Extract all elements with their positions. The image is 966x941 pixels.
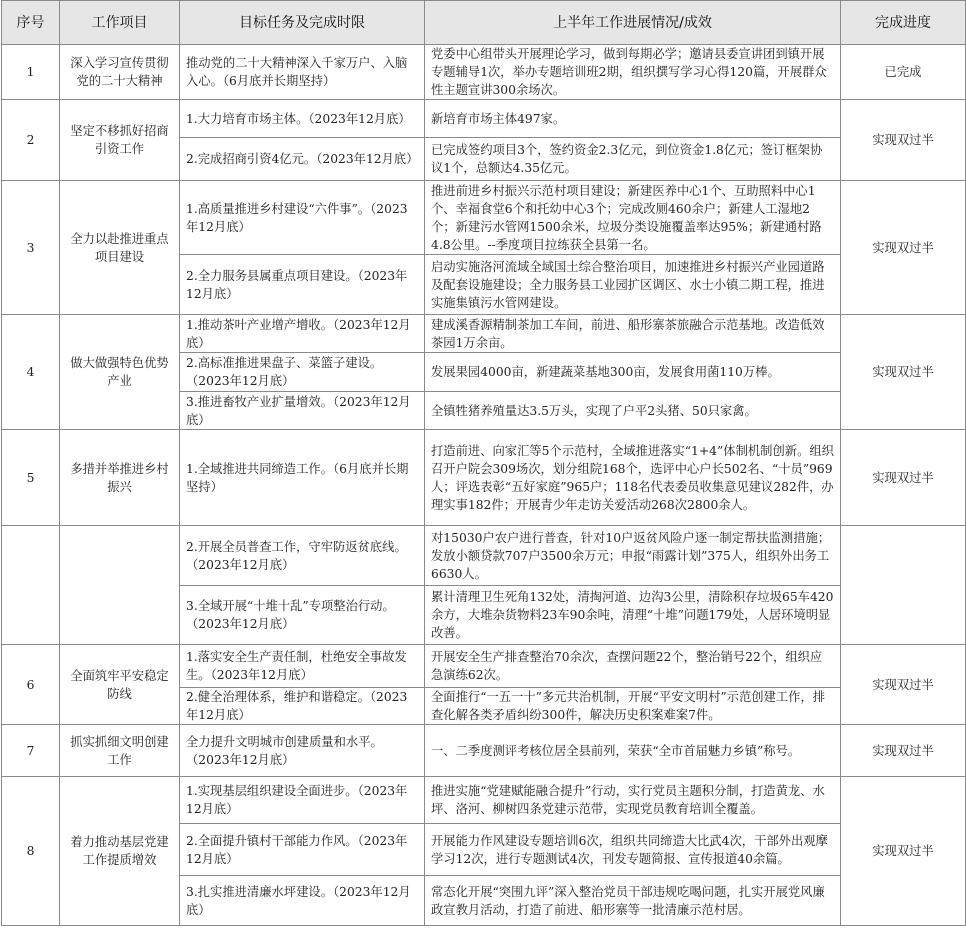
result-cell: 推进前进乡村振兴示范村项目建设；新建医养中心1个、互助照料中心1个、幸福食堂6个和托幼中心3个；完成改厕460余户；新建人工湿地2个；新建污水管网1500余米，垃圾分类设施覆盖率达95%；新建通村路4.8公里。--季度项目拉练获全县第一名。	[425, 181, 841, 255]
project-cell: 着力推动基层党建工作提质增效	[60, 777, 180, 926]
target-cell: 2.完成招商引资4亿元。（2023年12月底）	[180, 138, 425, 181]
target-cell: 推动党的二十大精神深入千家万户、入脑入心。（6月底并长期坚持）	[180, 45, 425, 100]
progress-cell: 实现双过半	[841, 181, 966, 315]
progress-cell: 实现双过半	[841, 777, 966, 926]
target-cell: 1.推动茶叶产业增产增收。（2023年12月底）	[180, 315, 425, 353]
project-cell: 坚定不移抓好招商引资工作	[60, 100, 180, 181]
result-cell: 发展果园4000亩，新建蔬菜基地300亩，发展食用菌110万棒。	[425, 353, 841, 392]
result-cell: 推进实施“党建赋能融合提升”行动，实行党员主题积分制，打造黄龙、水坪、洛河、柳树四条党建示范带，实现党员教育培训全覆盖。	[425, 777, 841, 824]
table-row	[2, 725, 966, 777]
result-cell: 党委中心组带头开展理论学习，做到每期必学；邀请县委宣讲团到镇开展专题辅导1次，举办专题培训班2期，组织撰写学习心得120篇，开展群众性主题宣讲300余场次。	[425, 45, 841, 100]
result-cell: 开展安全生产排查整治70余次，查摆问题22个，整治销号22个，组织应急演练62次。	[425, 645, 841, 688]
serial-cell	[2, 526, 60, 645]
target-cell: 2.全面提升镇村干部能力作风。（2023年12月底）	[180, 824, 425, 876]
result-cell: 全镇牲猪养殖量达3.5万头，实现了户平2头猪、50只家禽。	[425, 392, 841, 430]
target-cell: 3.全域开展“十堆十乱”专项整治行动。（2023年12月底）	[180, 586, 425, 645]
table-row	[2, 315, 966, 353]
project-cell: 全力以赴推进重点项目建设	[60, 181, 180, 315]
target-cell: 2.开展全员普查工作，守牢防返贫底线。（2023年12月底）	[180, 526, 425, 586]
target-cell: 2.健全治理体系，维护和谐稳定。（2023年12月底）	[180, 688, 425, 725]
target-cell: 1.全域推进共同缔造工作。（6月底并长期坚持）	[180, 430, 425, 526]
serial-cell: 8	[2, 777, 60, 926]
project-cell: 抓实抓细文明创建工作	[60, 725, 180, 777]
target-cell: 1.实现基层组织建设全面进步。（2023年12月底）	[180, 777, 425, 824]
target-cell: 2.全力服务县属重点项目建设。（2023年12月底）	[180, 255, 425, 315]
result-cell: 开展能力作风建设专题培训6次，组织共同缔造大比武4次，干部外出观摩学习12次，进行专题测试4次，刊发专题简报、宣传报道40余篇。	[425, 824, 841, 876]
progress-cell	[841, 526, 966, 645]
serial-cell: 5	[2, 430, 60, 526]
progress-cell: 实现双过半	[841, 725, 966, 777]
progress-cell: 实现双过半	[841, 100, 966, 181]
serial-cell: 1	[2, 45, 60, 100]
target-cell: 3.推进畜牧产业扩量增效。（2023年12月底）	[180, 392, 425, 430]
table-row	[2, 777, 966, 824]
project-cell: 多措并举推进乡村振兴	[60, 430, 180, 526]
serial-cell: 7	[2, 725, 60, 777]
serial-cell: 4	[2, 315, 60, 430]
target-cell: 1.落实安全生产责任制，杜绝安全事故发生。（2023年12月底）	[180, 645, 425, 688]
progress-cell: 实现双过半	[841, 645, 966, 725]
target-cell: 2.高标准推进果盘子、菜篮子建设。（2023年12月底）	[180, 353, 425, 392]
result-cell: 已完成签约项目3个，签约资金2.3亿元，到位资金1.8亿元；签订框架协议1个，总额达4.35亿元。	[425, 138, 841, 181]
serial-cell: 3	[2, 181, 60, 315]
target-cell: 1.大力培育市场主体。（2023年12月底）	[180, 100, 425, 138]
table-row	[2, 430, 966, 526]
project-cell: 做大做强特色优势产业	[60, 315, 180, 430]
header-progress: 完成进度	[841, 1, 966, 45]
target-cell: 3.扎实推进清廉水坪建设。（2023年12月底）	[180, 876, 425, 926]
project-cell: 全面筑牢平安稳定防线	[60, 645, 180, 725]
target-cell: 1.高质量推进乡村建设“六件事”。（2023年12月底）	[180, 181, 425, 255]
work-progress-table	[1, 0, 966, 926]
progress-cell: 已完成	[841, 45, 966, 100]
result-cell: 全面推行“一五一十”多元共治机制，开展“平安文明村”示范创建工作，排查化解各类矛盾纠纷300件，解决历史积案难案7件。	[425, 688, 841, 725]
result-cell: 一、二季度测评考核位居全县前列，荣获“全市首届魅力乡镇”称号。	[425, 725, 841, 777]
result-cell: 对15030户农户进行普查，针对10户返贫风险户逐一制定帮扶监测措施；发放小额贷款707户3500余万元；申报“雨露计划”375人，组织外出务工6630人。	[425, 526, 841, 586]
table-body	[2, 45, 966, 926]
result-cell: 常态化开展“突围九评”深入整治党员干部违规吃喝问题，扎实开展党风廉政宣教月活动，打造了前进、船形寨等一批清廉示范村居。	[425, 876, 841, 926]
header-serial: 序号	[2, 1, 60, 45]
table-header-row	[2, 1, 966, 45]
result-cell: 累计清理卫生死角132处，清掏河道、边沟3公里，清除积存垃圾65车420余方，大堆杂货物料23车90余吨，清理“十堆”问题179处，人居环境明显改善。	[425, 586, 841, 645]
serial-cell: 2	[2, 100, 60, 181]
result-cell: 新培育市场主体497家。	[425, 100, 841, 138]
progress-cell: 实现双过半	[841, 315, 966, 430]
table-row	[2, 45, 966, 100]
table-row	[2, 645, 966, 688]
table-row	[2, 526, 966, 586]
progress-cell: 实现双过半	[841, 430, 966, 526]
result-cell: 打造前进、向家汇等5个示范村，全域推进落实“1+4”体制机制创新。组织召开户院会309场次，划分组院168个，选评中心户长502名、“十员”969人；评选表彰“五好家庭”965户；118名代表委员收集意见建议282件，办理实事182件；开展青少年走访关爱活动268次2800余人。	[425, 430, 841, 526]
serial-cell: 6	[2, 645, 60, 725]
project-cell	[60, 526, 180, 645]
table-row	[2, 181, 966, 255]
header-result: 上半年工作进展情况/成效	[425, 1, 841, 45]
target-cell: 全力提升文明城市创建质量和水平。（2023年12月底）	[180, 725, 425, 777]
header-project: 工作项目	[60, 1, 180, 45]
header-target: 目标任务及完成时限	[180, 1, 425, 45]
table-row	[2, 100, 966, 138]
result-cell: 建成溪香源精制茶加工车间，前进、船形寨茶旅融合示范基地。改造低效茶园1万余亩。	[425, 315, 841, 353]
project-cell: 深入学习宣传贯彻党的二十大精神	[60, 45, 180, 100]
result-cell: 启动实施洛河流域全域国土综合整治项目，加速推进乡村振兴产业园道路及配套设施建设；全力服务县工业园扩区调区、水士小镇二期工程，推进实施集镇污水管网建设。	[425, 255, 841, 315]
